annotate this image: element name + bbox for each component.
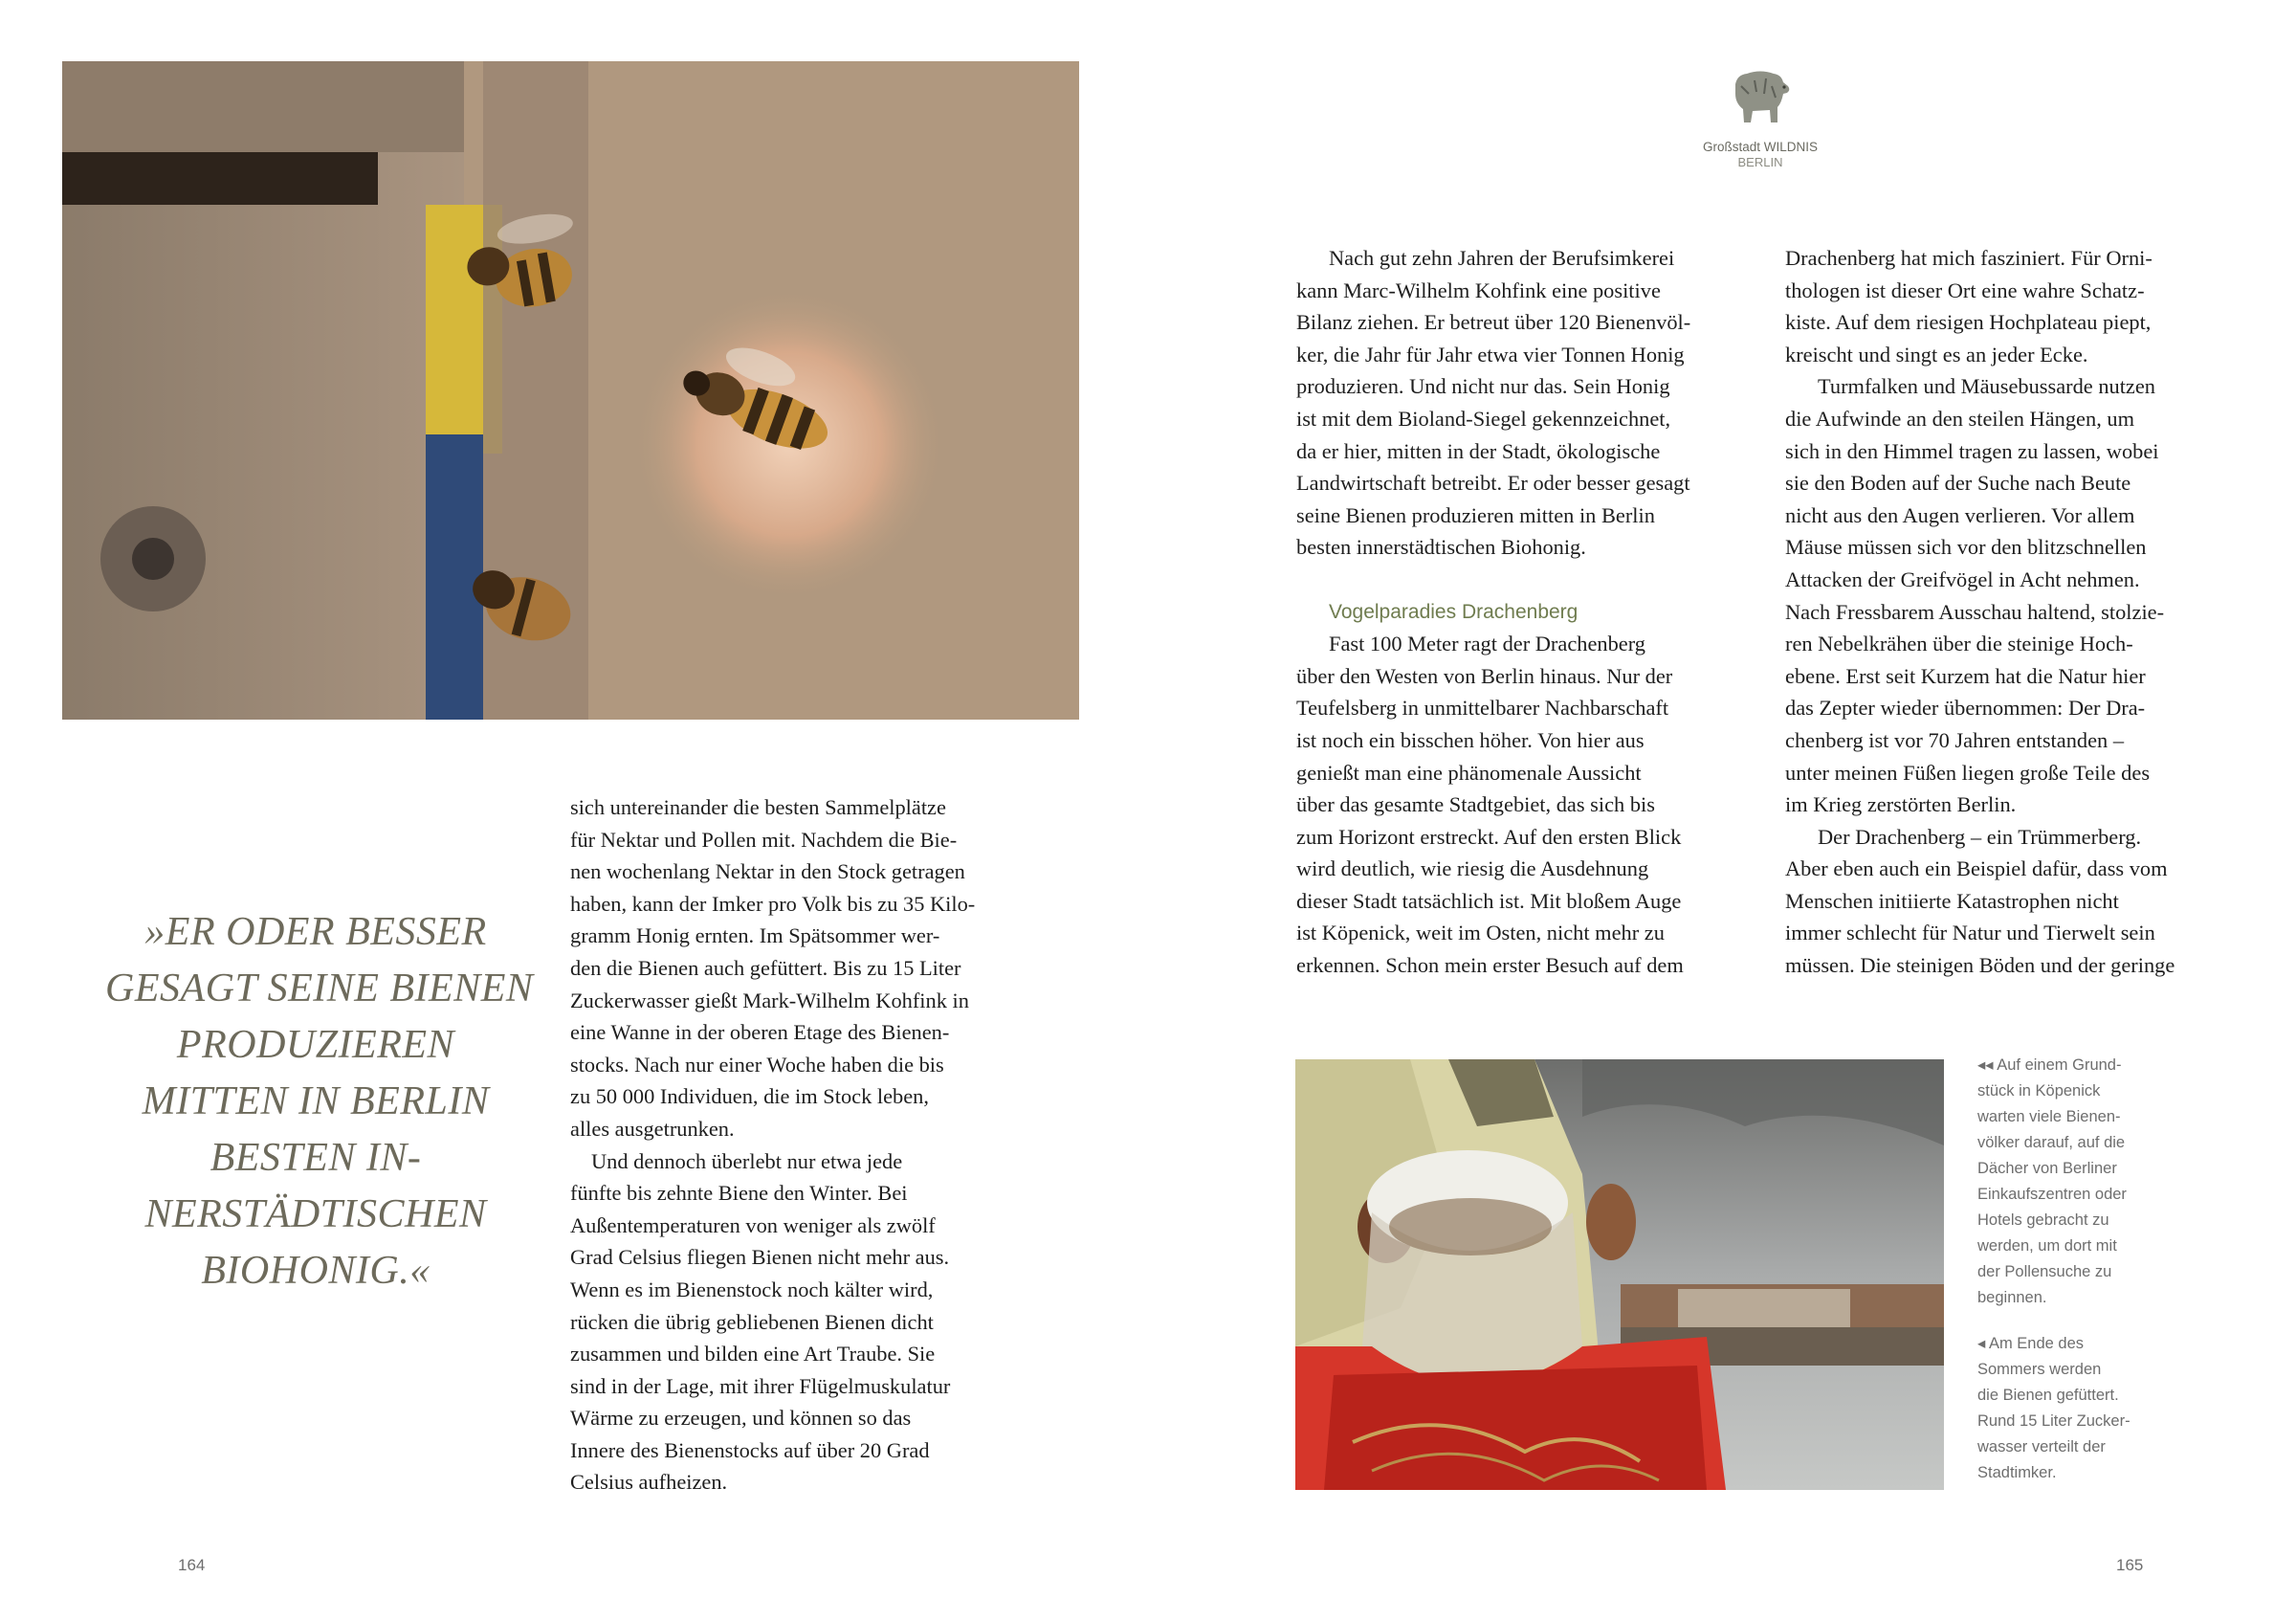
text-line: Der Drachenberg – ein Trümmerberg. [1818, 824, 2142, 849]
text-line: sind in der Lage, mit ihrer Flügelmuskulatur [570, 1373, 951, 1398]
text-line: müssen. Die steinigen Böden und der geringe [1785, 953, 2175, 978]
text-line: nen wochenlang Nektar in den Stock getragen [570, 859, 965, 884]
page-number-right: 165 [2116, 1556, 2144, 1574]
caption-line: Einkaufszentren oder [1977, 1186, 2127, 1203]
text-line: sich in den Himmel tragen zu lassen, wobei [1785, 438, 2159, 463]
text-line: über das gesamte Stadtgebiet, das sich bis [1296, 792, 1655, 817]
text-line: für Nektar und Pollen mit. Nachdem die Bie- [570, 827, 958, 852]
caption-line: der Pollensuche zu [1977, 1263, 2112, 1280]
right-text-column [1785, 242, 2235, 982]
text-line: Nach Fressbarem Ausschau haltend, stolzie- [1785, 599, 2165, 624]
text-line: Menschen initiierte Katastrophen nicht [1785, 888, 2119, 913]
text-line: das Zepter wieder übernommen: Der Dra- [1785, 696, 2146, 721]
text-line: chenberg ist vor 70 Jahren entstanden – [1785, 727, 2125, 752]
caption-line: ◂◂ Auf einem Grund- [1977, 1056, 2122, 1074]
pull-quote-line: MITTEN IN BERLIN [142, 1079, 490, 1123]
text-line: kann Marc-Wilhelm Kohfink eine positive [1296, 278, 1661, 302]
caption-line: wasser verteilt der [1977, 1438, 2106, 1455]
text-line: genießt man eine phänomenale Aussicht [1296, 760, 1642, 785]
caption-line: Rund 15 Liter Zucker- [1977, 1412, 2130, 1430]
page-number-left: 164 [178, 1556, 206, 1574]
text-line: immer schlecht für Natur und Tierwelt sein [1785, 921, 2155, 945]
text-line: stocks. Nach nur einer Woche haben die bis [570, 1052, 944, 1077]
text-line: Drachenberg hat mich fasziniert. Für Orni- [1785, 246, 2152, 270]
text-line: ist noch ein bisschen höher. Von hier aus [1296, 727, 1645, 752]
blank-line [1296, 564, 1746, 596]
text-line: unter meinen Füßen liegen große Teile des [1785, 760, 2151, 785]
text-line: Wenn es im Bienenstock noch kälter wird, [570, 1277, 934, 1301]
text-line: im Krieg zerstörten Berlin. [1785, 792, 2017, 817]
caption-line: warten viele Bienen- [1977, 1108, 2121, 1125]
text-line: sich untereinander die besten Sammelplätze [570, 795, 946, 819]
text-line: Bilanz ziehen. Er betreut über 120 Bienenvöl- [1296, 310, 1691, 335]
section-subheading: Vogelparadies Drachenberg [1329, 600, 1578, 623]
text-line: über den Westen von Berlin hinaus. Nur der [1296, 663, 1673, 688]
text-line: fünfte bis zehnte Biene den Winter. Bei [570, 1181, 908, 1206]
text-line: dieser Stadt tatsächlich ist. Mit bloßem Auge [1296, 888, 1682, 913]
photo-caption-1 [1977, 1053, 2169, 1311]
caption-line: werden, um dort mit [1977, 1237, 2117, 1255]
text-line: Teufelsberg in unmittelbarer Nachbarschaft [1296, 696, 1669, 721]
pull-quote-line: BIOHONIG.« [201, 1249, 430, 1293]
text-line: Turmfalken und Mäusebussarde nutzen [1818, 374, 2156, 399]
text-line: kreischt und singt es an jeder Ecke. [1785, 342, 2088, 367]
text-line: ist mit dem Bioland-Siegel gekennzeichnet, [1296, 406, 1671, 431]
left-text-column [570, 791, 1029, 1499]
text-line: ebene. Erst seit Kurzem hat die Natur hier [1785, 663, 2146, 688]
caption-line: Dächer von Berliner [1977, 1160, 2117, 1177]
middle-text-column [1296, 242, 1746, 982]
caption-line: ◂ Am Ende des [1977, 1335, 2085, 1352]
text-line: gramm Honig ernten. Im Spätsommer wer- [570, 923, 940, 948]
pull-quote-line: BESTEN IN- [210, 1136, 422, 1180]
pull-quote-line: PRODUZIEREN [176, 1023, 455, 1067]
caption-line: Hotels gebracht zu [1977, 1211, 2109, 1229]
caption-line: völker darauf, auf die [1977, 1134, 2126, 1151]
text-line: alles ausgetrunken. [570, 1116, 735, 1141]
text-line: Landwirtschaft betreibt. Er oder besser gesagt [1296, 471, 1690, 496]
logo-title: Großstadt WILDNIS [1702, 140, 1819, 154]
pull-quote-line: GESAGT SEINE BIENEN [105, 967, 534, 1011]
caption-line: Stadtimker. [1977, 1464, 2057, 1481]
text-line: Und dennoch überlebt nur etwa jede [591, 1148, 903, 1173]
text-line: die Aufwinde an den steilen Hängen, um [1785, 406, 2134, 431]
text-line: rücken die übrig gebliebenen Bienen dicht [570, 1309, 934, 1334]
text-line: Celsius aufheizen. [570, 1470, 728, 1495]
text-line: Innere des Bienenstocks auf über 20 Grad [570, 1437, 930, 1462]
text-line: nicht aus den Augen verlieren. Vor allem [1785, 502, 2135, 527]
text-line: zum Horizont erstreckt. Auf den ersten Blick [1296, 824, 1682, 849]
pull-quote [105, 904, 534, 1300]
text-line: besten innerstädtischen Biohonig. [1296, 535, 1586, 560]
caption-line: beginnen. [1977, 1289, 2047, 1306]
text-line: zu 50 000 Individuen, die im Stock leben, [570, 1084, 929, 1109]
text-line: Grad Celsius fliegen Bienen nicht mehr aus. [570, 1245, 950, 1270]
text-line: ker, die Jahr für Jahr etwa vier Tonnen Honig [1296, 342, 1685, 367]
logo-subtitle: BERLIN [1737, 155, 1783, 169]
bee-photo [62, 61, 1079, 720]
text-line: Zuckerwasser gießt Mark-Wilhelm Kohfink in [570, 988, 969, 1012]
pull-quote-line: NERSTÄDTISCHEN [144, 1192, 487, 1236]
text-line: seine Bienen produzieren mitten in Berlin [1296, 502, 1655, 527]
text-line: Nach gut zehn Jahren der Berufsimkerei [1329, 246, 1675, 270]
text-line: Attacken der Greifvögel in Acht nehmen. [1785, 567, 2140, 591]
pull-quote-line: »ER ODER BESSER [144, 910, 487, 954]
text-line: Außentemperaturen von weniger als zwölf [570, 1212, 936, 1237]
text-line: kiste. Auf dem riesigen Hochplateau piept, [1785, 310, 2152, 335]
text-line: ren Nebelkrähen über die steinige Hoch- [1785, 632, 2133, 656]
caption-line: Sommers werden [1977, 1361, 2102, 1378]
bear-icon [1728, 65, 1793, 128]
text-line: Mäuse müssen sich vor den blitzschnellen [1785, 535, 2147, 560]
text-line: den die Bienen auch gefüttert. Bis zu 15 Liter [570, 955, 961, 980]
text-line: thologen ist dieser Ort eine wahre Schatz- [1785, 278, 2145, 302]
text-line: Fast 100 Meter ragt der Drachenberg [1329, 632, 1645, 656]
text-line: da er hier, mitten in der Stadt, ökologische [1296, 438, 1661, 463]
text-line: ist Köpenick, weit im Osten, nicht mehr zu [1296, 921, 1665, 945]
caption-line: die Bienen gefüttert. [1977, 1387, 2119, 1404]
text-line: Aber eben auch ein Beispiel dafür, dass vom [1785, 856, 2168, 881]
text-line: eine Wanne in der oberen Etage des Bienen- [570, 1020, 950, 1045]
book-logo [1693, 65, 1827, 169]
beekeeper-photo [1295, 1059, 1944, 1490]
text-line: produzieren. Und nicht nur das. Sein Honig [1296, 374, 1670, 399]
text-line: erkennen. Schon mein erster Besuch auf dem [1296, 953, 1684, 978]
text-line: haben, kann der Imker pro Volk bis zu 35 Kilo- [570, 891, 976, 916]
caption-line: stück in Köpenick [1977, 1082, 2101, 1100]
text-line: zusammen und bilden eine Art Traube. Sie [570, 1342, 936, 1366]
text-line: Wärme zu erzeugen, und können so das [570, 1406, 912, 1431]
text-line: sie den Boden auf der Suche nach Beute [1785, 471, 2131, 496]
text-line: wird deutlich, wie riesig die Ausdehnung [1296, 856, 1649, 881]
photo-caption-2 [1977, 1331, 2169, 1486]
